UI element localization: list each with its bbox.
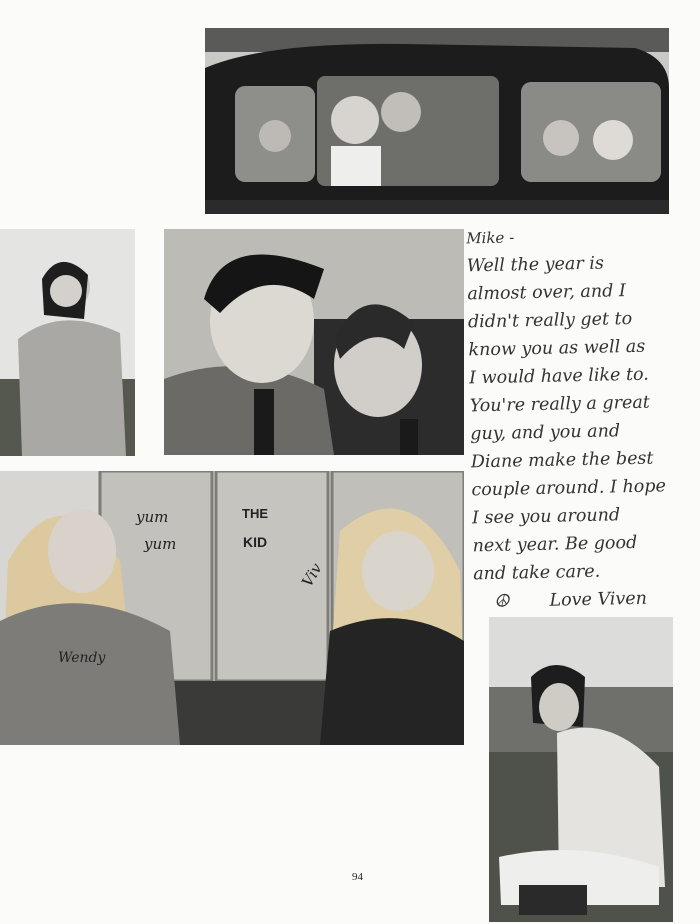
note-signoff-row [474, 584, 700, 617]
girl-on-hill-photo [0, 229, 135, 456]
note-line: know you as well as [468, 336, 646, 361]
note-greeting: Mike - [466, 228, 515, 248]
note-line: didn't really get to [467, 308, 633, 333]
locker-scribble-yum-2: yum [144, 535, 177, 553]
lockers-photo [0, 471, 464, 745]
note-signoff: Love Viven [549, 588, 648, 611]
car-photo [205, 28, 669, 214]
note-line: I see you around [471, 505, 621, 529]
note-line: almost over, and I [467, 281, 627, 305]
locker-scribble-the: THE [242, 506, 268, 521]
note-line: I would have like to. [468, 364, 650, 389]
note-line: You're really a great [469, 392, 651, 417]
note-line: next year. Be good [472, 532, 638, 557]
note-line: guy, and you and [470, 421, 621, 445]
locker-scribble-yum-1: yum [136, 508, 169, 526]
peace-sign-icon: ☮ [493, 591, 510, 612]
note-line: Well the year is [466, 253, 605, 277]
note-line: and take care. [473, 561, 601, 585]
girl-on-grass-photo [489, 617, 673, 922]
locker-scribble-viv: Viv [298, 560, 326, 590]
locker-scribble-wendy: Wendy [58, 650, 106, 666]
note-line: couple around. I hope [471, 476, 667, 501]
two-boys-photo [164, 229, 464, 455]
handwritten-note [466, 220, 700, 617]
note-line: Diane make the best [470, 448, 654, 473]
page-number: 94 [352, 871, 363, 883]
locker-scribble-kid: KID [243, 534, 268, 550]
